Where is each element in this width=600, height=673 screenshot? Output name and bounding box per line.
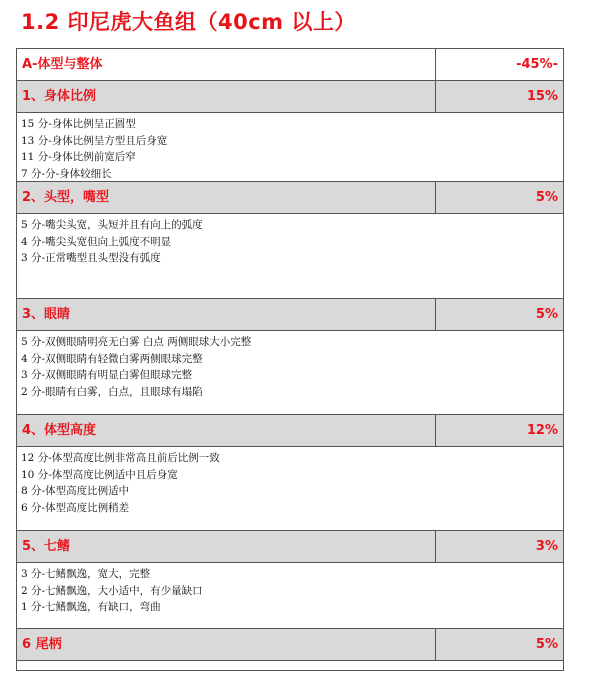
criteria-line: 2 分-七鳍飘逸，大小适中，有少量缺口 xyxy=(21,584,203,597)
section-header-body-proportion xyxy=(17,81,564,113)
section-criteria xyxy=(17,214,564,299)
criteria-line: 8 分-体型高度比例适中 xyxy=(21,485,130,498)
section-criteria xyxy=(17,447,564,531)
criteria-line: 4 分-嘴尖头宽但向上弧度不明显 xyxy=(21,235,172,248)
criteria-line: 13 分-身体比例呈方型且后身宽 xyxy=(21,134,168,147)
criteria-line: 12 分-体型高度比例非常高且前后比例一致 xyxy=(21,452,220,464)
overall-percent: -45%- xyxy=(436,49,564,80)
section-percent: 5% xyxy=(436,629,564,660)
criteria-line: 1 分-七鳍飘逸，有缺口，弯曲 xyxy=(21,601,161,614)
section-header-tail xyxy=(17,629,564,661)
section-criteria xyxy=(17,113,564,182)
criteria-line: 2 分-眼睛有白雾，白点，且眼球有塌陷 xyxy=(21,385,203,398)
criteria-line: 7 分-分-身体较细长 xyxy=(21,167,112,180)
section-header-fins xyxy=(17,531,564,563)
criteria-line: 10 分-体型高度比例适中且后身宽 xyxy=(21,468,178,481)
criteria-line: 3 分-双侧眼睛有明显白雾但眼球完整 xyxy=(21,369,193,382)
page-title: 1.2 印尼虎大鱼组（40cm 以上） xyxy=(21,10,356,34)
criteria-line: 11 分-身体比例前宽后窄 xyxy=(21,151,136,164)
section-percent: 3% xyxy=(436,531,564,562)
section-criteria xyxy=(17,661,564,671)
section-label: 5、七鳍 xyxy=(17,531,436,562)
criteria-line: 15 分-身体比例呈正圆型 xyxy=(21,118,136,130)
section-label: 2、头型，嘴型 xyxy=(17,182,436,213)
overall-header-row xyxy=(17,49,564,81)
section-criteria xyxy=(17,563,564,629)
section-label: 6 尾柄 xyxy=(17,629,436,660)
section-label: 1、身体比例 xyxy=(17,81,436,112)
scoring-table xyxy=(16,48,564,671)
criteria-line: 3 分-七鳍飘逸，宽大，完整 xyxy=(21,568,151,580)
section-header-body-height xyxy=(17,415,564,447)
criteria-line: 4 分-双侧眼睛有轻微白雾两侧眼球完整 xyxy=(21,352,203,365)
criteria-line: 5 分-嘴尖头宽，头短并且有向上的弧度 xyxy=(21,219,203,231)
section-percent: 12% xyxy=(436,415,564,446)
criteria-line: 6 分-体型高度比例稍差 xyxy=(21,501,130,514)
section-label: 4、体型高度 xyxy=(17,415,436,446)
section-criteria xyxy=(17,331,564,415)
section-percent: 15% xyxy=(436,81,564,112)
section-header-head-mouth xyxy=(17,182,564,214)
criteria-line: 3 分-正常嘴型且头型没有弧度 xyxy=(21,252,161,265)
section-label: 3、眼睛 xyxy=(17,299,436,330)
section-header-eyes xyxy=(17,299,564,331)
section-percent: 5% xyxy=(436,299,564,330)
section-percent: 5% xyxy=(436,182,564,213)
criteria-line: 5 分-双侧眼睛明亮无白雾 白点 两侧眼球大小完整 xyxy=(21,336,252,348)
overall-label: A-体型与整体 xyxy=(17,49,436,80)
